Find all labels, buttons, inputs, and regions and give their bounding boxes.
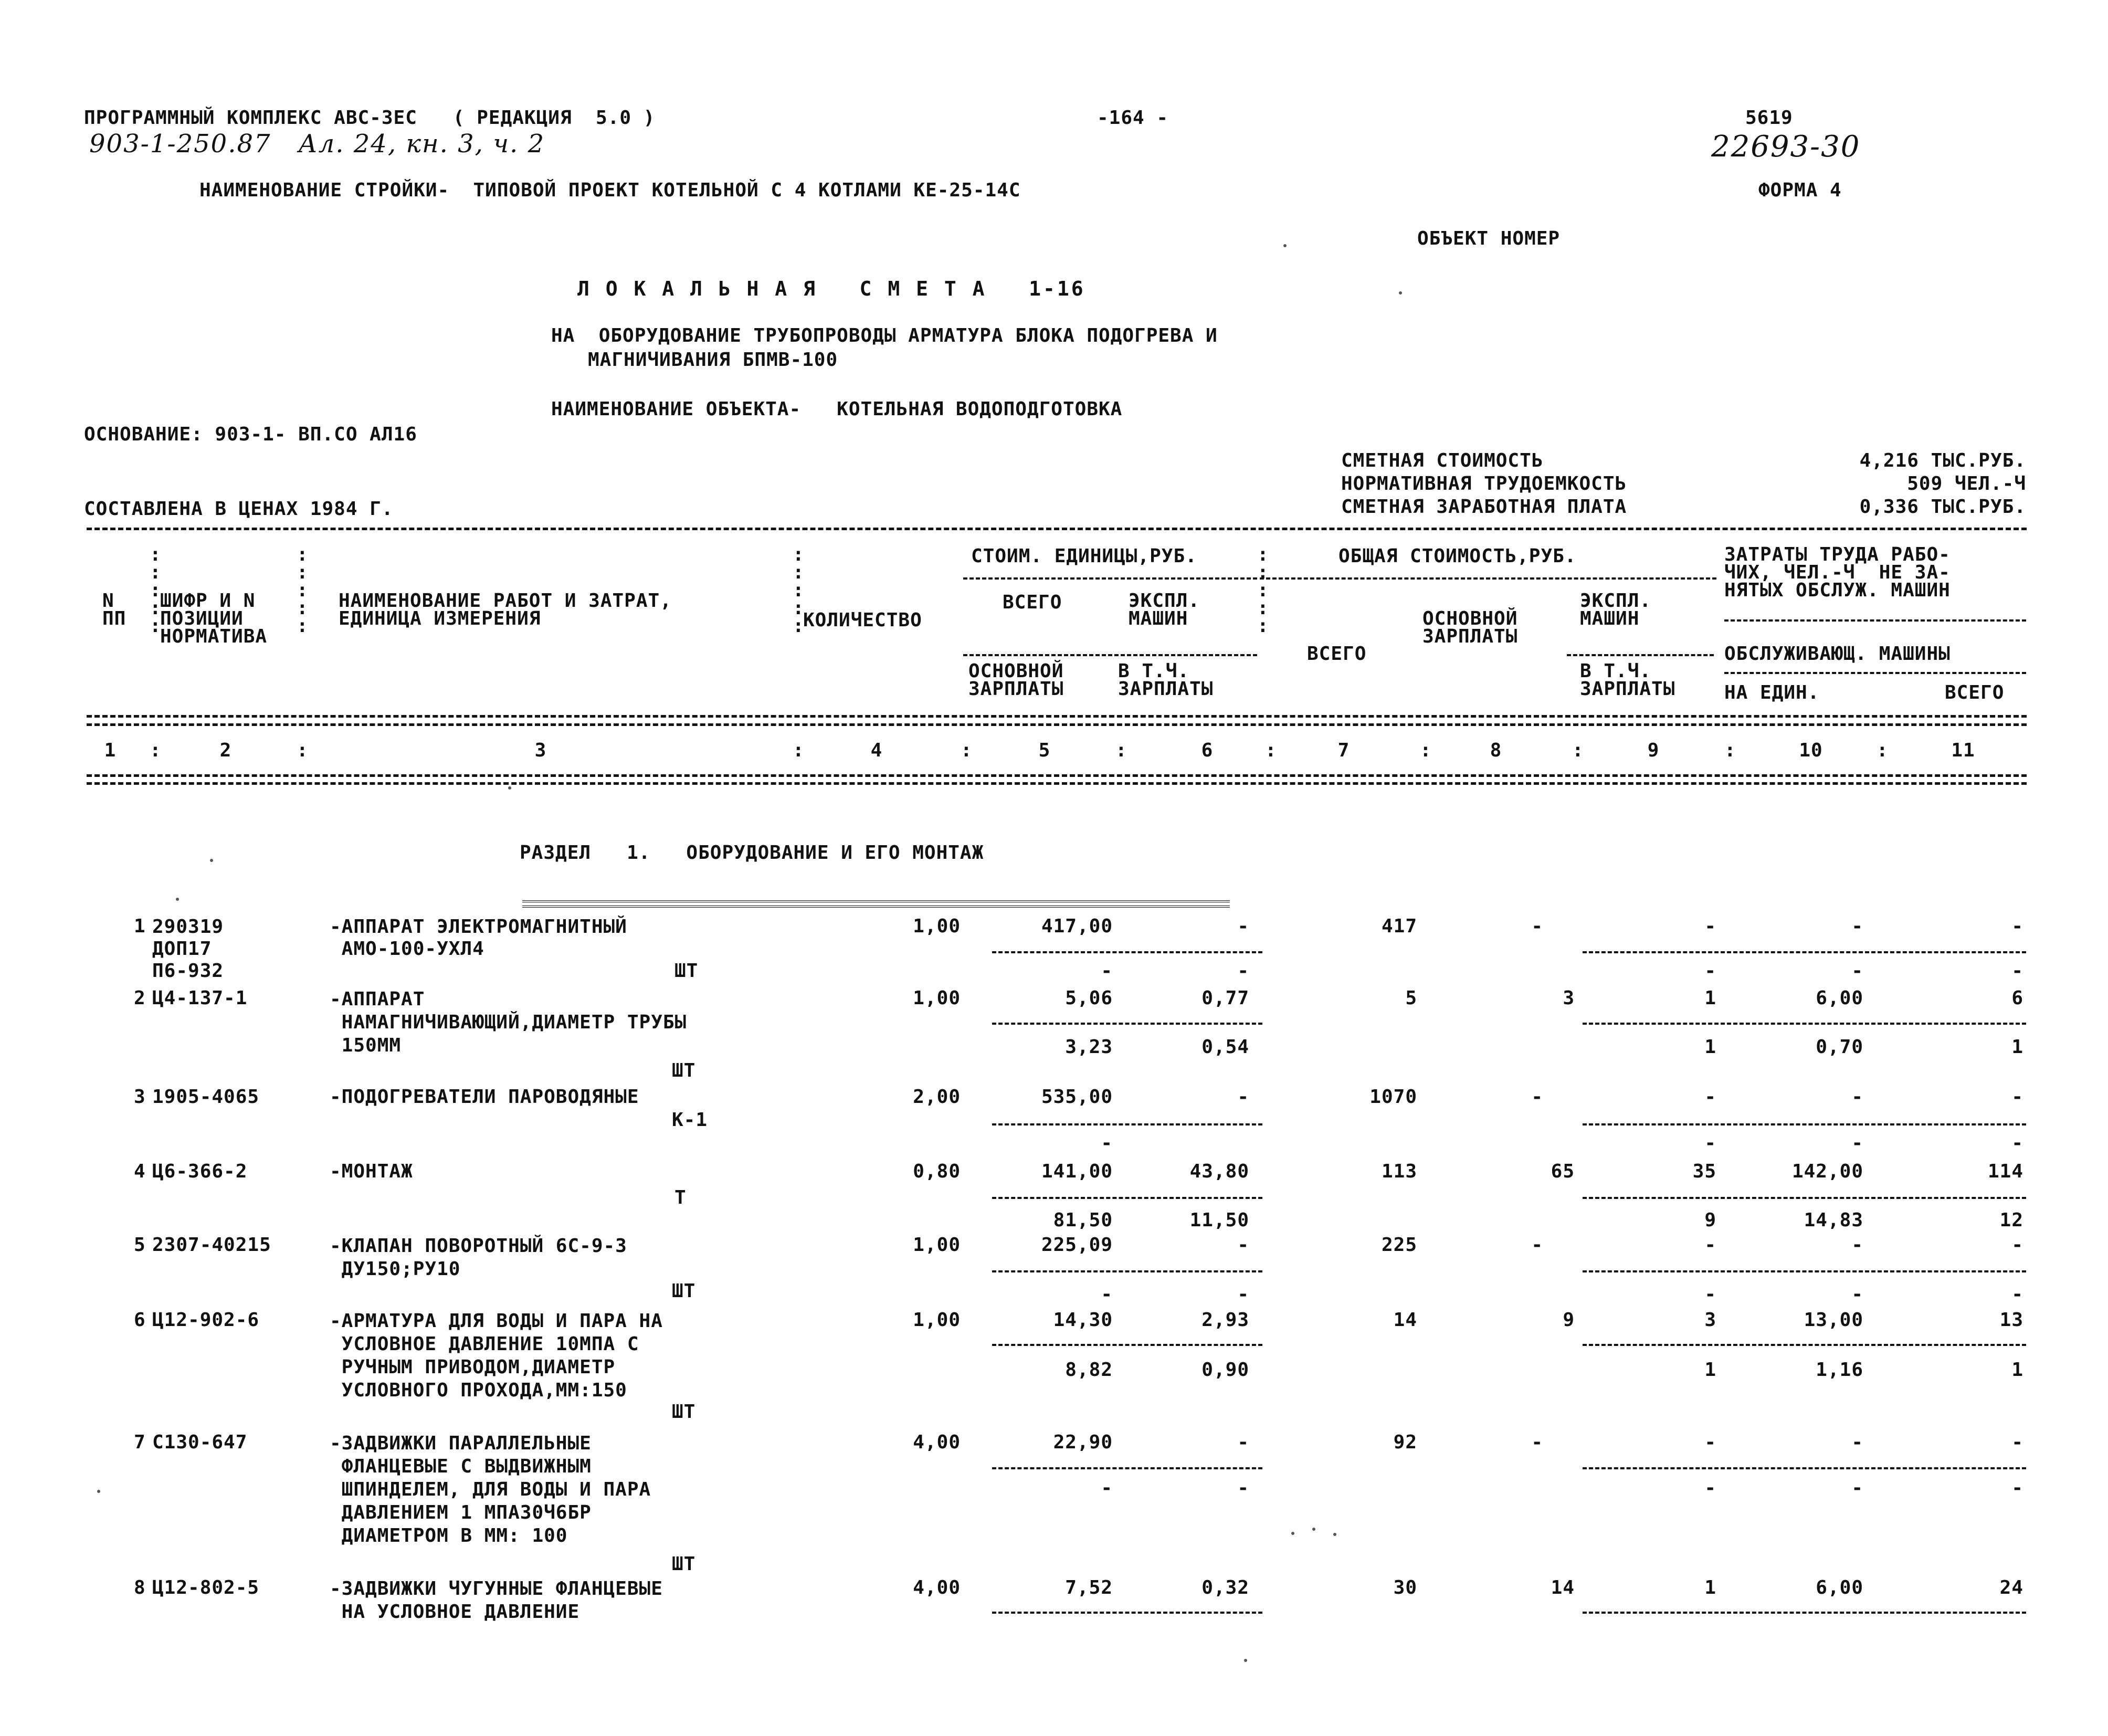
row-quantity: 4,00	[913, 1432, 961, 1453]
row-unit: Т	[674, 1187, 687, 1208]
total-basic: 65	[1551, 1161, 1575, 1182]
column-number: 6	[1201, 740, 1214, 761]
unit-total: 5,06	[1065, 987, 1113, 1009]
row-unit: ШТ	[672, 1553, 696, 1575]
row-name: -ЗАДВИЖКИ ПАРАЛЛЕЛЬНЫЕ ФЛАНЦЕВЫЕ С ВЫДВИЖНЫМ ШПИНДЕЛЕМ, ДЛЯ ВОДЫ И ПАРА ДАВЛЕНИЕМ 1 МПА30Ч6БР ДИАМЕТРОМ В ММ: 100	[330, 1433, 651, 1546]
row-number: 8	[134, 1577, 146, 1598]
unit-incl-wages: 0,90	[1201, 1359, 1249, 1381]
unit-exploit: -	[1237, 1234, 1249, 1256]
total-exploit: 1	[1704, 987, 1716, 1009]
column-number: 1	[104, 740, 117, 761]
scan-speck	[1333, 1533, 1336, 1536]
unit-rule	[992, 1197, 1262, 1199]
row-number: 7	[134, 1432, 146, 1453]
row-quantity: 4,00	[913, 1577, 961, 1598]
row-name: -ЗАДВИЖКИ ЧУГУННЫЕ ФЛАНЦЕВЫЕ НА УСЛОВНОЕ ДАВЛЕНИЕ	[330, 1578, 663, 1623]
labor-unit: -	[1851, 1432, 1863, 1453]
row-number: 5	[134, 1234, 146, 1256]
row-code: 290319 ДОП17 П6-932	[152, 916, 224, 982]
header-unit-rule-2	[963, 654, 1257, 656]
total-rule	[1583, 951, 2026, 953]
total-basic: -	[1531, 1234, 1543, 1256]
header-total-exploit: ЭКСПЛ. МАШИН	[1580, 590, 1652, 629]
labor-total: -	[2011, 916, 2023, 937]
labor-total: 114	[1987, 1161, 2023, 1182]
labor-unit: -	[1851, 1234, 1863, 1256]
summary-value-cost: 4,216 ТЫС.РУБ.	[1859, 450, 2026, 471]
labor-unit: 6,00	[1816, 1577, 1863, 1598]
handwritten-reference: 903-1-250.87 Ал. 24, кн. 3, ч. 2	[89, 129, 545, 159]
unit-basic-wages: -	[1101, 1283, 1113, 1305]
summary-label-wages: СМЕТНАЯ ЗАРАБОТНАЯ ПЛАТА	[1341, 496, 1627, 518]
total-incl-wages: 1	[1704, 1359, 1716, 1381]
row-code: Ц6-366-2	[152, 1161, 248, 1182]
labor-total-sub: -	[2011, 1283, 2023, 1305]
total-rule	[1583, 1467, 2026, 1469]
total-basic: 14	[1551, 1577, 1575, 1598]
total-incl-wages: -	[1704, 1477, 1716, 1499]
object-name: НАИМЕНОВАНИЕ ОБЪЕКТА- КОТЕЛЬНАЯ ВОДОПОДГОТОВКА	[551, 398, 1123, 420]
row-code: С130-647	[152, 1432, 248, 1453]
row-code: 1905-4065	[152, 1086, 260, 1108]
row-unit: К-1	[672, 1109, 708, 1131]
header-total-basic: ОСНОВНОЙ ЗАРПЛАТЫ	[1422, 608, 1518, 647]
total-rule	[1583, 1123, 2026, 1125]
total-incl-wages: 9	[1704, 1209, 1716, 1231]
column-number-separators: :	[793, 740, 805, 761]
column-number-separators: :	[1115, 740, 1127, 761]
form-label: ФОРМА 4	[1758, 180, 1842, 201]
header-col-name: НАИМЕНОВАНИЕ РАБОТ И ЗАТРАТ, ЕДИНИЦА ИЗМЕРЕНИЯ	[339, 590, 672, 629]
unit-rule	[992, 1123, 1262, 1125]
total-all: 30	[1393, 1577, 1417, 1598]
summary-label-labor: НОРМАТИВНАЯ ТРУДОЕМКОСТЬ	[1341, 473, 1627, 495]
labor-total-sub: 12	[1999, 1209, 2023, 1231]
row-number: 2	[134, 987, 146, 1009]
total-all: 1070	[1369, 1086, 1417, 1108]
unit-exploit: 43,80	[1189, 1161, 1249, 1182]
unit-rule	[992, 951, 1262, 953]
total-basic: -	[1531, 916, 1543, 937]
summary-label-cost: СМЕТНАЯ СТОИМОСТЬ	[1341, 450, 1544, 471]
row-number: 1	[134, 916, 146, 937]
construction-name: НАИМЕНОВАНИЕ СТРОЙКИ- ТИПОВОЙ ПРОЕКТ КОТЕЛЬНОЙ С 4 КОТЛАМИ КЕ-25-14С	[199, 180, 1021, 201]
unit-rule	[992, 1270, 1262, 1272]
unit-basic-wages: 8,82	[1065, 1359, 1113, 1381]
unit-total: 225,09	[1041, 1234, 1113, 1256]
unit-exploit: 0,32	[1201, 1577, 1249, 1598]
header-labor-service: ОБСЛУЖИВАЮЩ. МАШИНЫ	[1724, 643, 1951, 665]
column-number-separators: :	[961, 740, 973, 761]
unit-basic-wages: 3,23	[1065, 1036, 1113, 1058]
scan-speck	[1291, 1532, 1294, 1535]
labor-total: -	[2011, 1234, 2023, 1256]
unit-incl-wages: 0,54	[1201, 1036, 1249, 1058]
program-line: ПРОГРАММНЫЙ КОМПЛЕКС АВС-ЗЕС ( РЕДАКЦИЯ 5.0 )	[84, 107, 656, 129]
row-number: 3	[134, 1086, 146, 1108]
total-all: 417	[1381, 916, 1417, 937]
header-labor: ЗАТРАТЫ ТРУДА РАБО- ЧИХ, ЧЕЛ.-Ч НЕ ЗА- НЯТЫХ ОБСЛУЖ. МАШИН	[1724, 544, 1951, 601]
total-all: 113	[1381, 1161, 1417, 1182]
unit-basic-wages: 81,50	[1053, 1209, 1113, 1231]
row-code: Ц4-137-1	[152, 987, 248, 1009]
labor-unit-sub: -	[1851, 960, 1863, 982]
labor-unit-sub: 0,70	[1816, 1036, 1863, 1058]
row-name: -АППАРАТ ЭЛЕКТРОМАГНИТНЫЙ АМО-100-УХЛ4	[330, 916, 627, 960]
header-col-quantity: КОЛИЧЕСТВО	[803, 609, 922, 631]
row-name: -АППАРАТ НАМАГНИЧИВАЮЩИЙ,ДИАМЕТР ТРУБЫ 150ММ	[330, 988, 687, 1056]
labor-total-sub: -	[2011, 1132, 2023, 1154]
total-exploit: -	[1704, 916, 1716, 937]
labor-total: 24	[1999, 1577, 2023, 1598]
row-quantity: 1,00	[913, 916, 961, 937]
total-exploit: 1	[1704, 1577, 1716, 1598]
labor-unit: -	[1851, 1086, 1863, 1108]
column-number-separators: :	[150, 740, 162, 761]
total-basic: 3	[1563, 987, 1575, 1009]
scan-speck	[508, 786, 511, 790]
total-rule	[1583, 1023, 2026, 1025]
document-title: Л О К А Л Ь Н А Я С М Е Т А 1-16	[577, 277, 1085, 300]
total-exploit: 35	[1692, 1161, 1716, 1182]
column-numbers-rule-2	[87, 782, 2027, 785]
column-number-separators: :	[1265, 740, 1277, 761]
column-number: 5	[1038, 740, 1051, 761]
labor-unit-sub: -	[1851, 1477, 1863, 1499]
header-labor-total: ВСЕГО	[1945, 682, 2005, 703]
column-number-separators: :	[1420, 740, 1432, 761]
column-numbers-rule	[87, 774, 2027, 777]
scan-speck	[210, 859, 213, 862]
unit-rule	[992, 1467, 1262, 1469]
unit-incl-wages: -	[1237, 960, 1249, 982]
unit-total: 7,52	[1065, 1577, 1113, 1598]
total-basic: -	[1531, 1432, 1543, 1453]
price-basis: СОСТАВЛЕНА В ЦЕНАХ 1984 Г.	[84, 498, 394, 520]
total-basic: 9	[1563, 1309, 1575, 1331]
section-title: РАЗДЕЛ 1. ОБОРУДОВАНИЕ И ЕГО МОНТАЖ	[520, 842, 984, 864]
unit-exploit: 0,77	[1201, 987, 1249, 1009]
total-rule	[1583, 1344, 2026, 1346]
summary-value-wages: 0,336 ТЫС.РУБ.	[1859, 496, 2026, 518]
labor-total: 13	[1999, 1309, 2023, 1331]
header-total-rule-2	[1567, 654, 1714, 656]
column-number: 8	[1490, 740, 1502, 761]
total-basic: -	[1531, 1086, 1543, 1108]
basis-line: ОСНОВАНИЕ: 903-1- ВП.СО АЛ16	[84, 424, 417, 445]
total-incl-wages: -	[1704, 1283, 1716, 1305]
scan-speck	[1283, 244, 1287, 247]
unit-exploit: 2,93	[1201, 1309, 1249, 1331]
row-quantity: 2,00	[913, 1086, 961, 1108]
unit-total: 141,00	[1041, 1161, 1113, 1182]
column-number: 9	[1647, 740, 1660, 761]
header-unit-cost: СТОИМ. ЕДИНИЦЫ,РУБ.	[971, 545, 1197, 567]
labor-unit: 13,00	[1804, 1309, 1863, 1331]
header-unit-total: ВСЕГО	[1003, 592, 1062, 613]
total-incl-wages: -	[1704, 1132, 1716, 1154]
unit-basic-wages: -	[1101, 960, 1113, 982]
scan-speck	[1244, 1659, 1247, 1662]
column-number-separators: :	[1877, 740, 1889, 761]
unit-rule	[992, 1344, 1262, 1346]
unit-basic-wages: -	[1101, 1477, 1113, 1499]
header-unit-rule	[963, 577, 1257, 580]
row-unit: ШТ	[672, 1280, 696, 1302]
estimate-subject-line-2: МАГНИЧИВАНИЯ БПМВ-100	[588, 349, 838, 371]
column-separators: : : : : :	[150, 544, 162, 637]
header-total-all: ВСЕГО	[1307, 643, 1367, 665]
object-number-label: ОБЪЕКТ НОМЕР	[1417, 228, 1561, 249]
estimate-subject-line-1: НА ОБОРУДОВАНИЕ ТРУБОПРОВОДЫ АРМАТУРА БЛОКА ПОДОГРЕВА И	[551, 325, 1218, 346]
row-name: -МОНТАЖ	[330, 1161, 413, 1182]
header-total-incl: В Т.Ч. ЗАРПЛАТЫ	[1580, 660, 1675, 700]
column-separators: : : : : :	[793, 544, 805, 637]
labor-unit: 6,00	[1816, 987, 1863, 1009]
labor-total-sub: 1	[2011, 1359, 2023, 1381]
labor-unit-sub: 1,16	[1816, 1359, 1863, 1381]
labor-unit: -	[1851, 916, 1863, 937]
total-all: 92	[1393, 1432, 1417, 1453]
labor-unit-sub: 14,83	[1804, 1209, 1863, 1231]
row-number: 6	[134, 1309, 146, 1331]
header-total-rule	[1260, 577, 1716, 580]
total-all: 14	[1393, 1309, 1417, 1331]
total-incl-wages: 1	[1704, 1036, 1716, 1058]
unit-incl-wages: -	[1237, 1477, 1249, 1499]
unit-incl-wages: -	[1237, 1283, 1249, 1305]
row-unit: ШТ	[674, 960, 699, 982]
column-number: 3	[534, 740, 547, 761]
header-bottom-rule	[87, 715, 2027, 718]
row-name: -ПОДОГРЕВАТЕЛИ ПАРОВОДЯНЫЕ	[330, 1086, 639, 1108]
unit-exploit: -	[1237, 916, 1249, 937]
total-rule	[1583, 1270, 2026, 1272]
header-unit-exploit: ЭКСПЛ. МАШИН	[1129, 590, 1200, 629]
header-bottom-rule-2	[87, 723, 2027, 726]
labor-total: -	[2011, 1432, 2023, 1453]
row-number: 4	[134, 1161, 146, 1182]
unit-rule	[992, 1612, 1262, 1614]
labor-total-sub: -	[2011, 1477, 2023, 1499]
unit-rule	[992, 1023, 1262, 1025]
row-unit: ШТ	[672, 1401, 696, 1423]
header-unit-basic-wages: ОСНОВНОЙ ЗАРПЛАТЫ	[968, 660, 1064, 700]
total-rule	[1583, 1197, 2026, 1199]
header-labor-rule-2	[1724, 672, 2026, 674]
total-exploit: 3	[1704, 1309, 1716, 1331]
column-separators: : : : : :	[297, 544, 309, 637]
row-quantity: 0,80	[913, 1161, 961, 1182]
row-name: -АРМАТУРА ДЛЯ ВОДЫ И ПАРА НА УСЛОВНОЕ ДАВЛЕНИЕ 10МПА С РУЧНЫМ ПРИВОДОМ,ДИАМЕТР УСЛОВНОГО ПРОХОДА,ММ:150	[330, 1310, 663, 1401]
header-unit-incl-wages: В Т.Ч. ЗАРПЛАТЫ	[1118, 660, 1214, 700]
column-number: 10	[1799, 740, 1823, 761]
total-exploit: -	[1704, 1086, 1716, 1108]
row-code: 2307-40215	[152, 1234, 271, 1256]
section-underline-2	[522, 906, 1230, 908]
summary-value-labor: 509 ЧЕЛ.-Ч	[1907, 473, 2026, 495]
total-rule	[1583, 1612, 2026, 1614]
labor-total: -	[2011, 1086, 2023, 1108]
unit-total: 22,90	[1053, 1432, 1113, 1453]
column-number: 11	[1951, 740, 1975, 761]
labor-total-sub: 1	[2011, 1036, 2023, 1058]
column-number: 4	[870, 740, 883, 761]
total-exploit: -	[1704, 1432, 1716, 1453]
row-code: Ц12-802-5	[152, 1577, 260, 1598]
header-col-npp: N ПП	[102, 590, 127, 629]
row-quantity: 1,00	[913, 1309, 961, 1331]
column-number: 2	[219, 740, 232, 761]
unit-exploit: -	[1237, 1086, 1249, 1108]
total-all: 225	[1381, 1234, 1417, 1256]
unit-incl-wages: 11,50	[1189, 1209, 1249, 1231]
column-number-separators: :	[1572, 740, 1584, 761]
row-name: -КЛАПАН ПОВОРОТНЫЙ 6С-9-3 ДУ150;РУ10	[330, 1235, 627, 1280]
total-all: 5	[1405, 987, 1417, 1009]
scan-speck	[97, 1490, 100, 1493]
labor-unit-sub: -	[1851, 1283, 1863, 1305]
total-exploit: -	[1704, 1234, 1716, 1256]
labor-unit: 142,00	[1791, 1161, 1863, 1182]
header-labor-rule	[1724, 619, 2026, 622]
unit-total: 14,30	[1053, 1309, 1113, 1331]
total-incl-wages: -	[1704, 960, 1716, 982]
unit-exploit: -	[1237, 1432, 1249, 1453]
labor-total-sub: -	[2011, 960, 2023, 982]
column-number-separators: :	[297, 740, 309, 761]
row-code: Ц12-902-6	[152, 1309, 260, 1331]
labor-unit-sub: -	[1851, 1132, 1863, 1154]
unit-basic-wages: -	[1101, 1132, 1113, 1154]
unit-total: 535,00	[1041, 1086, 1113, 1108]
header-labor-unit: НА ЕДИН.	[1724, 682, 1820, 703]
row-quantity: 1,00	[913, 1234, 961, 1256]
column-number: 7	[1337, 740, 1350, 761]
row-quantity: 1,00	[913, 987, 961, 1009]
section-underline	[522, 900, 1230, 902]
page-number: -164 -	[1097, 107, 1169, 129]
unit-total: 417,00	[1041, 916, 1113, 937]
labor-total: 6	[2011, 987, 2023, 1009]
scan-speck	[1399, 291, 1402, 294]
table-top-rule	[87, 528, 2027, 530]
handwritten-number: 22693-30	[1711, 130, 1861, 164]
header-total-cost: ОБЩАЯ СТОИМОСТЬ,РУБ.	[1338, 545, 1577, 567]
row-unit: ШТ	[672, 1060, 696, 1081]
header-col-code: ШИФР И N ПОЗИЦИИ НОРМАТИВА	[160, 590, 268, 647]
scan-speck	[176, 898, 179, 901]
scan-speck	[1312, 1528, 1315, 1531]
column-separators: : : : : :	[1257, 544, 1269, 637]
column-number-separators: :	[1724, 740, 1736, 761]
document-number: 5619	[1745, 107, 1793, 129]
